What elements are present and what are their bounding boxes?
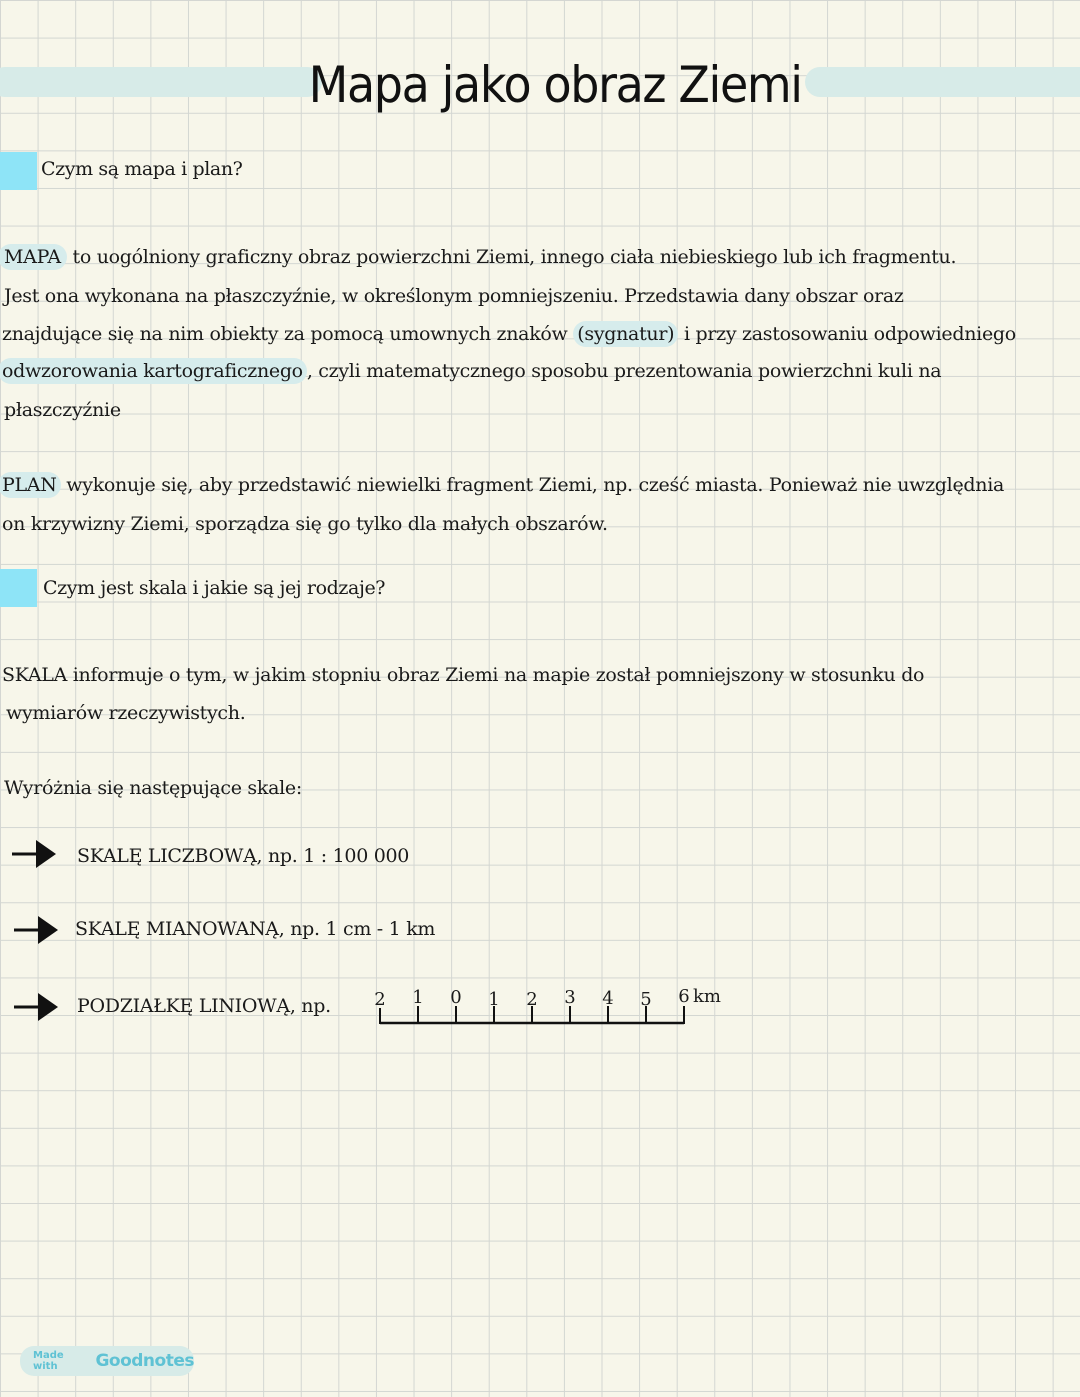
section-marker-2 xyxy=(0,569,37,607)
goodnotes-logo: Goodnotes xyxy=(95,1351,194,1371)
mapa-line-4-text: , czyli matematycznego sposobu prezentowania powierzchni kuli na xyxy=(306,360,942,382)
plan-paragraph-line-2: on krzywizny Ziemi, sporządza się go tylko dla małych obszarów. xyxy=(2,513,608,535)
mapa-paragraph-line-5: płaszczyźnie xyxy=(4,399,121,421)
mapa-paragraph-line-4 xyxy=(2,360,941,382)
scale-tick-label: 6 xyxy=(678,986,690,1007)
scale-tick-label: 3 xyxy=(564,987,576,1008)
plan-paragraph-line-1 xyxy=(2,474,1004,496)
sygnatur-highlight: (sygnatur) xyxy=(573,321,678,347)
mapa-line-1-text: to uogólniony graficzny obraz powierzchni Ziemi, innego ciała niebieskiego lub ich fragmentu. xyxy=(66,246,957,268)
arrow-icon xyxy=(12,914,60,946)
scale-tick-label: 2 xyxy=(374,989,386,1010)
scale-unit-label: km xyxy=(693,986,721,1007)
plan-line-1-text: wykonuje się, aby przedstawić niewielki fragment Ziemi, np. cześć miasta. Ponieważ nie uwzględnia xyxy=(60,474,1004,496)
scale-tick-label: 1 xyxy=(488,989,500,1010)
odwzorowanie-highlight: odwzorowania kartograficznego xyxy=(0,358,307,384)
arrow-icon xyxy=(12,991,60,1023)
mapa-paragraph-line-3 xyxy=(2,323,1016,345)
scale-type-linear: PODZIAŁKĘ LINIOWĄ, np. xyxy=(77,995,331,1017)
mapa-paragraph-line-2: Jest ona wykonana na płaszczyźnie, w określonym pomniejszeniu. Przedstawia dany obszar oraz xyxy=(4,285,904,307)
skala-intro: Wyróżnia się następujące skale: xyxy=(4,777,302,799)
section-heading-2: Czym jest skala i jakie są jej rodzaje? xyxy=(43,577,386,599)
goodnotes-badge xyxy=(20,1346,194,1376)
scale-tick-label: 5 xyxy=(640,989,652,1010)
mapa-paragraph-line-1 xyxy=(4,246,956,268)
scale-tick-label: 4 xyxy=(602,988,614,1009)
scale-tick-label: 0 xyxy=(450,987,462,1008)
mapa-line-3-text-a: znajdujące się na nim obiekty za pomocą umownych znaków xyxy=(2,323,574,345)
page-title: Mapa jako obraz Ziemi xyxy=(308,56,802,114)
scale-tick-label: 2 xyxy=(526,989,538,1010)
scale-type-numeric: SKALĘ LICZBOWĄ, np. 1 : 100 000 xyxy=(77,845,410,867)
section-marker-1 xyxy=(0,152,37,190)
mapa-term: MAPA xyxy=(0,244,67,270)
scale-type-named: SKALĘ MIANOWANĄ, np. 1 cm - 1 km xyxy=(75,918,436,940)
skala-paragraph-line-1: SKALA informuje o tym, w jakim stopniu obraz Ziemi na mapie został pomniejszony w stosunku do xyxy=(2,664,925,686)
made-with-label: Made with xyxy=(33,1350,64,1372)
scale-tick-label: 1 xyxy=(412,987,424,1008)
section-heading-1: Czym są mapa i plan? xyxy=(41,158,243,180)
linear-scale xyxy=(370,984,750,1034)
skala-paragraph-line-2: wymiarów rzeczywistych. xyxy=(6,702,246,724)
arrow-icon xyxy=(10,838,58,870)
mapa-line-3-text-b: i przy zastosowaniu odpowiedniego xyxy=(678,323,1016,345)
plan-term: PLAN xyxy=(0,472,61,498)
